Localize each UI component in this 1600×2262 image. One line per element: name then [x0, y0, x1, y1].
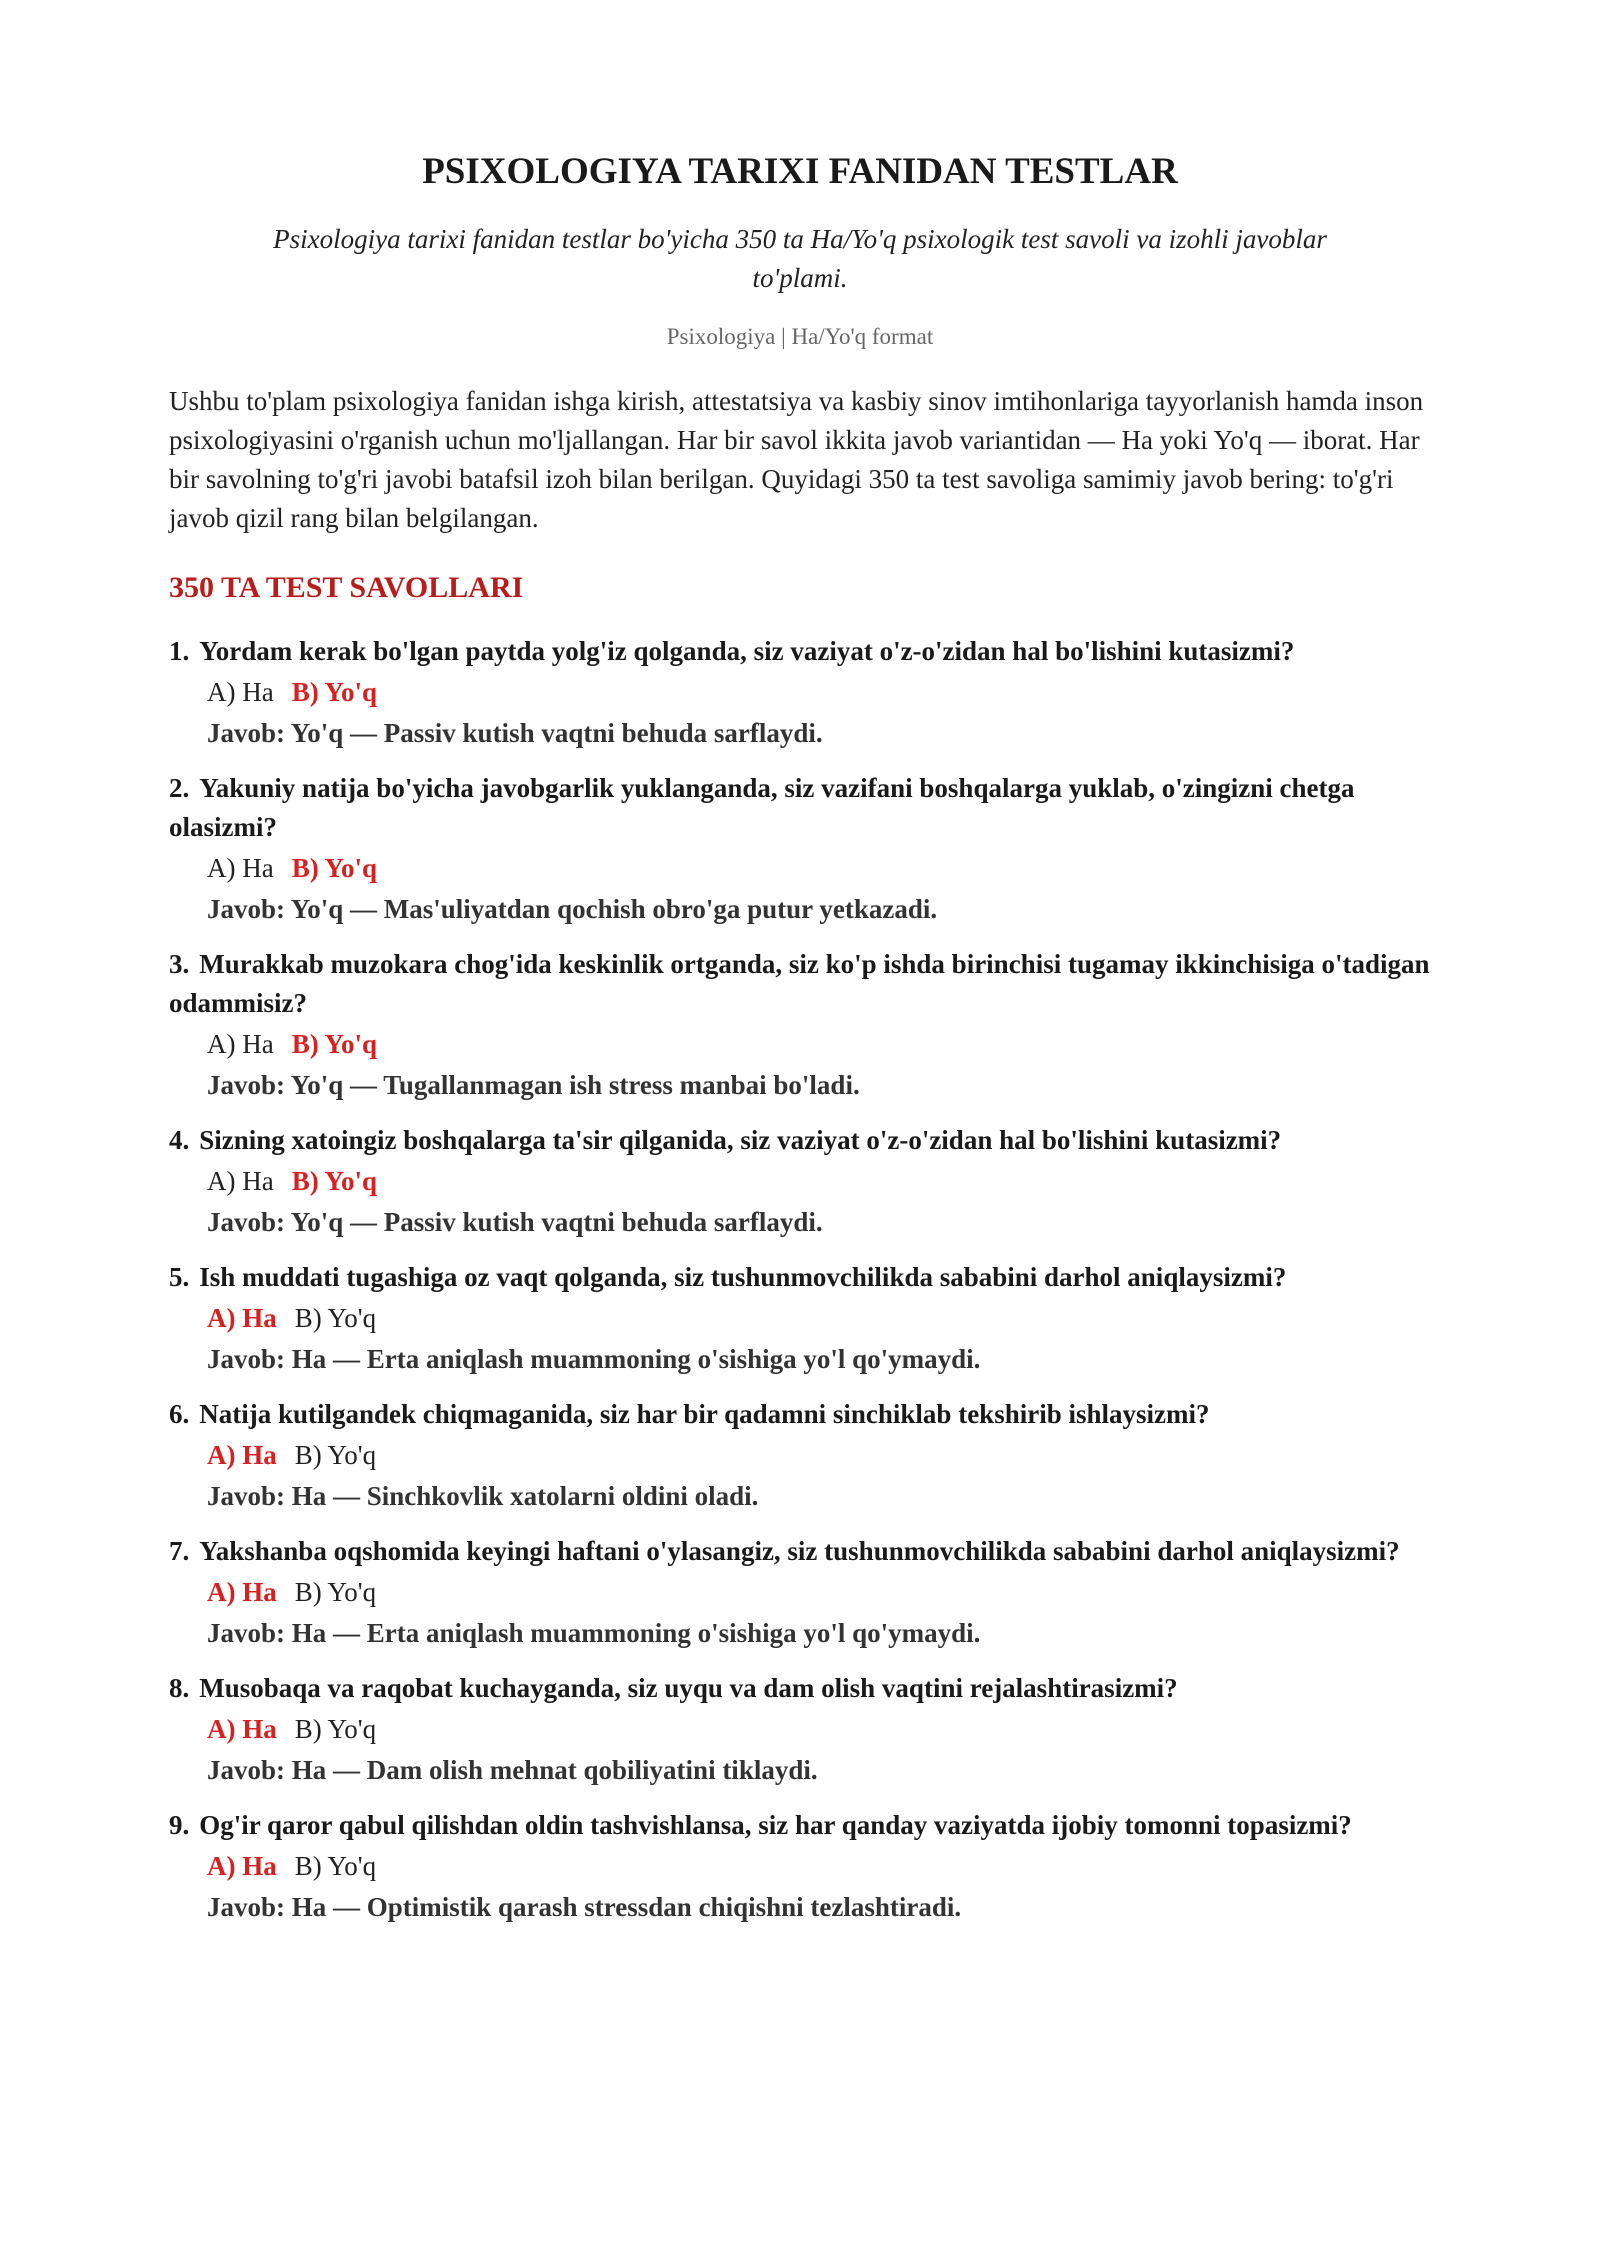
- question-text: Yordam kerak bo'lgan paytda yolg'iz qolganda, siz vaziyat o'z-o'zidan hal bo'lishini kutasizmi?: [199, 636, 1295, 667]
- question-number: 1.: [169, 636, 190, 667]
- question-text: Yakuniy natija bo'yicha javobgarlik yuklanganda, siz vazifani boshqalarga yuklab, o'zingizni chetga olasizmi?: [169, 773, 1355, 843]
- question-number: 3.: [169, 949, 190, 980]
- question-number: 7.: [169, 1536, 190, 1567]
- answer-explanation: Javob: Ha — Dam olish mehnat qobiliyatini tiklaydi.: [207, 1755, 818, 1786]
- question-text-line: [169, 1258, 1431, 1297]
- question-item: [169, 1258, 1431, 1379]
- question-list: [169, 632, 1431, 1927]
- answer-options: [169, 1571, 1431, 1613]
- question-item: [169, 1532, 1431, 1653]
- question-item: [169, 945, 1431, 1105]
- option-a: A) Ha: [207, 1029, 274, 1060]
- question-number: 9.: [169, 1810, 190, 1841]
- option-b: B) Yo'q: [291, 1166, 378, 1197]
- question-text-line: [169, 769, 1431, 847]
- question-item: [169, 1806, 1431, 1927]
- question-number: 4.: [169, 1125, 190, 1156]
- question-number: 8.: [169, 1673, 190, 1704]
- answer-options: [169, 1160, 1431, 1202]
- option-a: A) Ha: [207, 1303, 277, 1334]
- question-text-line: [169, 1669, 1431, 1708]
- answer-options: [169, 1845, 1431, 1887]
- answer-options: [169, 1708, 1431, 1750]
- option-a: A) Ha: [207, 853, 274, 884]
- answer-explanation: Javob: Ha — Optimistik qarash stressdan chiqishni tezlashtiradi.: [207, 1892, 962, 1923]
- option-b: B) Yo'q: [294, 1440, 377, 1471]
- answer-explanation: Javob: Yo'q — Passiv kutish vaqtni behuda sarflaydi.: [207, 718, 823, 749]
- option-a: A) Ha: [207, 1577, 277, 1608]
- answer-explanation: Javob: Yo'q — Tugallanmagan ish stress manbai bo'ladi.: [207, 1070, 860, 1101]
- question-number: 6.: [169, 1399, 190, 1430]
- question-item: [169, 632, 1431, 753]
- question-item: [169, 1395, 1431, 1516]
- question-text-line: [169, 1395, 1431, 1434]
- option-a: A) Ha: [207, 677, 274, 708]
- answer-explanation: Javob: Yo'q — Mas'uliyatdan qochish obro'ga putur yetkazadi.: [207, 894, 938, 925]
- question-number: 5.: [169, 1262, 190, 1293]
- section-title: 350 TA TEST SAVOLLARI: [169, 571, 524, 605]
- option-b: B) Yo'q: [291, 677, 378, 708]
- question-text: Musobaqa va raqobat kuchayganda, siz uyqu va dam olish vaqtini rejalashtirasizmi?: [199, 1673, 1178, 1704]
- question-text: Murakkab muzokara chog'ida keskinlik ortganda, siz ko'p ishda birinchisi tugamay ikkinchisiga o'tadigan odammisiz?: [169, 949, 1430, 1019]
- question-text: Ish muddati tugashiga oz vaqt qolganda, siz tushunmovchilikda sababini darhol aniqlaysizmi?: [199, 1262, 1287, 1293]
- document-title: PSIXOLOGIYA TARIXI FANIDAN TESTLAR: [422, 151, 1178, 192]
- question-text: Og'ir qaror qabul qilishdan oldin tashvishlansa, siz har qanday vaziyatda ijobiy tomonni topasizmi?: [199, 1810, 1352, 1841]
- answer-explanation: Javob: Ha — Erta aniqlash muammoning o'sishiga yo'l qo'ymaydi.: [207, 1344, 981, 1375]
- question-text: Sizning xatoingiz boshqalarga ta'sir qilganida, siz vaziyat o'z-o'zidan hal bo'lishini kutasizmi?: [199, 1125, 1282, 1156]
- question-text-line: [169, 1806, 1431, 1845]
- question-text-line: [169, 632, 1431, 671]
- question-item: [169, 1121, 1431, 1242]
- option-b: B) Yo'q: [291, 1029, 378, 1060]
- question-text: Natija kutilgandek chiqmaganida, siz har bir qadamni sinchiklab tekshirib ishlaysizmi?: [199, 1399, 1210, 1430]
- answer-explanation: Javob: Yo'q — Passiv kutish vaqtni behuda sarflaydi.: [207, 1207, 823, 1238]
- question-number: 2.: [169, 773, 190, 804]
- question-text-line: [169, 945, 1431, 1023]
- option-b: B) Yo'q: [294, 1303, 377, 1334]
- document-meta: Psixologiya | Ha/Yo'q format: [666, 324, 934, 350]
- option-b: B) Yo'q: [294, 1714, 377, 1745]
- option-b: B) Yo'q: [294, 1851, 377, 1882]
- document-page: [169, 150, 1431, 1943]
- answer-options: [169, 1297, 1431, 1339]
- answer-options: [169, 847, 1431, 889]
- answer-options: [169, 671, 1431, 713]
- option-a: A) Ha: [207, 1851, 277, 1882]
- answer-options: [169, 1434, 1431, 1476]
- question-item: [169, 1669, 1431, 1790]
- question-item: [169, 769, 1431, 929]
- option-a: A) Ha: [207, 1440, 277, 1471]
- option-a: A) Ha: [207, 1714, 277, 1745]
- answer-options: [169, 1023, 1431, 1065]
- question-text-line: [169, 1121, 1431, 1160]
- question-text: Yakshanba oqshomida keyingi haftani o'ylasangiz, siz tushunmovchilikda sababini darhol aniqlaysizmi?: [199, 1536, 1400, 1567]
- option-b: B) Yo'q: [294, 1577, 377, 1608]
- option-a: A) Ha: [207, 1166, 274, 1197]
- answer-explanation: Javob: Ha — Erta aniqlash muammoning o'sishiga yo'l qo'ymaydi.: [207, 1618, 981, 1649]
- question-text-line: [169, 1532, 1431, 1571]
- intro-paragraph: Ushbu to'plam psixologiya fanidan ishga kirish, attestatsiya va kasbiy sinov imtihonlariga tayyorlanish hamda inson psixologiyasini o'rganish uchun mo'ljallangan. Har bir savol ikkita javob variantidan — Ha yoki Yo'q — iborat. Har bir savolning to'g'ri javobi batafsil izoh bilan berilgan. Quyidagi 350 ta test savoliga samimiy javob bering: to'g'ri javob qizil rang bilan belgilangan.: [169, 386, 1424, 534]
- document-subtitle: Psixologiya tarixi fanidan testlar bo'yicha 350 ta Ha/Yo'q psixologik test savoli va izohli javoblar to'plami.: [273, 224, 1327, 294]
- option-b: B) Yo'q: [291, 853, 378, 884]
- answer-explanation: Javob: Ha — Sinchkovlik xatolarni oldini oladi.: [207, 1481, 759, 1512]
